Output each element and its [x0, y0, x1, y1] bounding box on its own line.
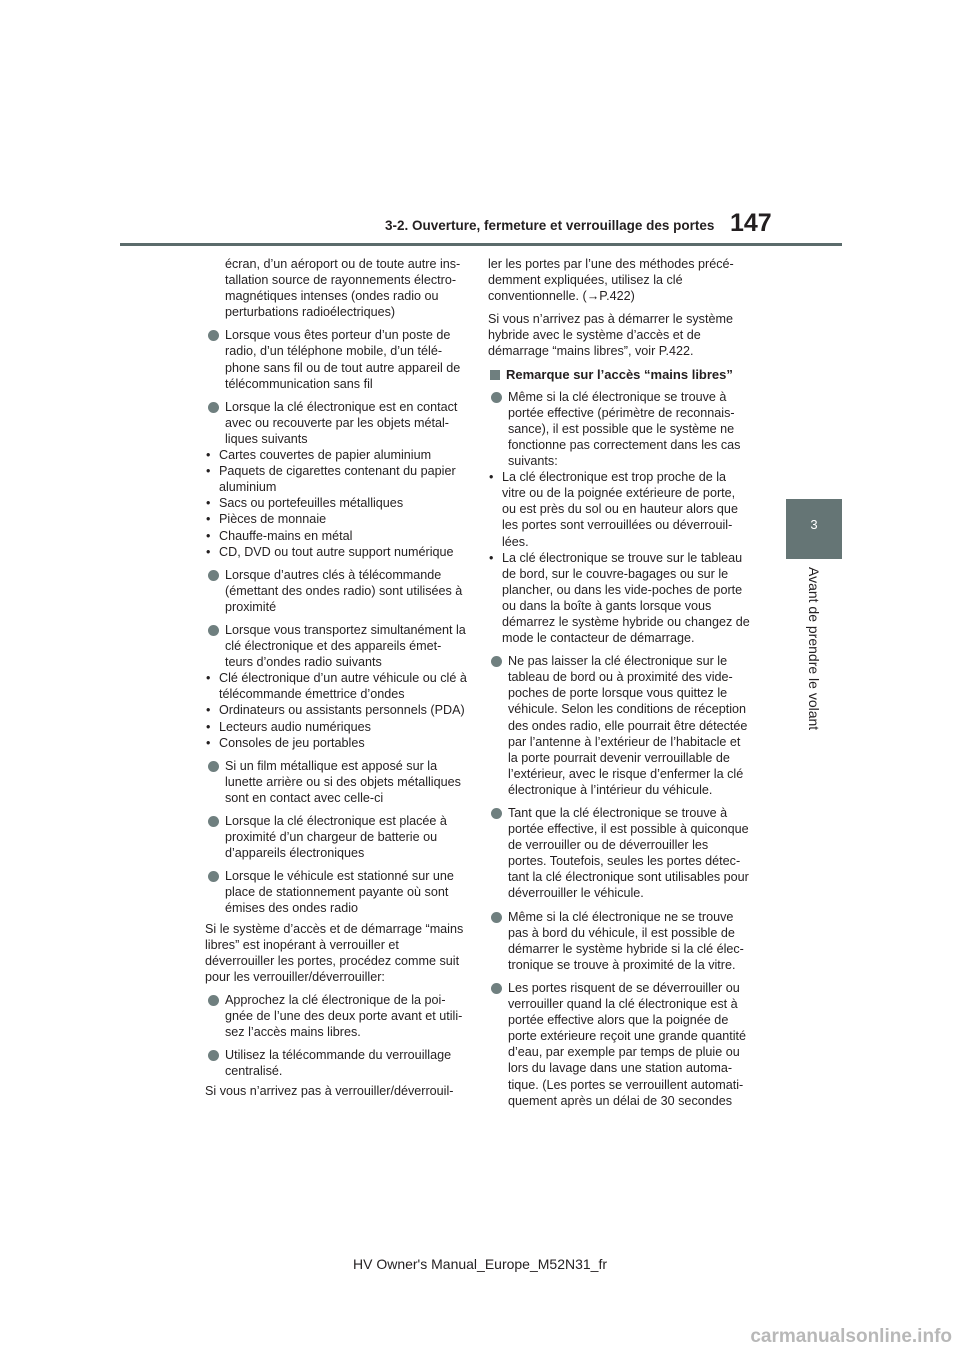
condition-text: Lorsque d’autres clés à télécommande (émettant des ondes radio) sont utilisées à proximité — [225, 567, 463, 614]
sub-list-item: • Sacs ou portefeuilles métalliques — [206, 496, 404, 511]
chapter-tab-number: 3 — [810, 517, 818, 532]
sub-list-item: • Ordinateurs ou assistants personnels (PDA) — [206, 703, 465, 718]
procedure-item — [205, 992, 467, 1040]
sub-list-item: • Pièces de monnaie — [206, 512, 327, 527]
bullet-circle-icon — [491, 912, 502, 923]
left-column — [205, 256, 467, 1107]
sub-list-item: • La clé électronique se trouve sur le tableau de bord, sur le couvre-bagages ou sur le plancher, ou dans les vide-poches de porte ou dans la boîte à gants lorsque vous démarrez le système hybride ou changez de mode le contacteur de démarrage. — [489, 550, 750, 646]
procedure-text: Utilisez la télécommande du verrouillage centralisé. — [225, 1048, 452, 1079]
bullet-circle-icon — [208, 625, 219, 636]
sub-list-item: • Cartes couvertes de papier aluminium — [206, 448, 432, 463]
chapter-tab-label: Avant de prendre le volant — [806, 567, 822, 731]
bullet-circle-icon — [208, 570, 219, 581]
condition-item — [205, 327, 467, 391]
note-text: Ne pas laisser la clé électronique sur le tableau de bord ou à proximité des vide-poches de porte lorsque vous quittez le véhicule. Selon les conditions de réception des ondes radio, elle pourrait être détectée par l’antenne à l’extérieur de l’habitacle et la porte pourrait devenir verrouillable de l’extérieur, avec le risque d’enfermer la clé électronique à l’intérieur du véhicule. — [508, 654, 748, 797]
condition-item — [205, 622, 467, 751]
condition-text: Lorsque la clé électronique est en contact avec ou recouverte par les objets métal-liques suivants — [225, 399, 458, 446]
procedure-text: Approchez la clé électronique de la poi-gnée de l’une des deux porte avant et utili-sez l’accès mains libres. — [225, 992, 463, 1040]
sub-list-item: • Chauffe-mains en métal — [206, 528, 353, 543]
bullet-circle-icon — [491, 392, 502, 403]
condition-item — [205, 813, 467, 861]
note-text: Même si la clé électronique se trouve à portée effective (périmètre de reconnais-sance), il est possible que le système ne fonctionne pas correctement dans les cas suivants: — [508, 389, 741, 469]
condition-text: Lorsque vous transportez simultanément la clé électronique et des appareils émet-teurs d’ondes radio suivants — [225, 622, 466, 670]
note-text: Même si la clé électronique ne se trouve pas à bord du véhicule, il est possible de démarrer le système hybride si la clé élec-tronique se trouve à proximité de la vitre. — [508, 909, 744, 972]
bullet-circle-icon — [208, 330, 219, 341]
condition-item — [205, 868, 467, 916]
note-text: Tant que la clé électronique se trouve à portée effective, il est possible à quiconque de verrouiller ou de déverrouiller les portes. Toutefois, seules les portes détec-tant la clé électronique sont utilisables pour déverrouiller le véhicule. — [508, 806, 749, 901]
note-item — [488, 980, 750, 1109]
note-item — [488, 653, 750, 798]
condition-text: Lorsque le véhicule est stationné sur une place de stationnement payante où sont émises des ondes radio — [225, 869, 454, 916]
condition-item — [205, 567, 467, 615]
sub-list-item: • Lecteurs audio numériques — [206, 719, 371, 734]
body-paragraph: Si le système d’accès et de démarrage “mains libres” est inopérant à verrouiller et déverrouiller les portes, procédez comme suit pour les verrouiller/déverrouiller: — [205, 921, 464, 984]
section-square-icon — [490, 370, 500, 380]
bullet-circle-icon — [208, 816, 219, 827]
sub-list-item: • CD, DVD ou tout autre support numérique — [206, 544, 454, 559]
header-divider — [120, 243, 842, 246]
body-paragraph: Si vous n’arrivez pas à verrouiller/déverrouil- — [205, 1084, 454, 1099]
sub-list-item: • Paquets de cigarettes contenant du papier aluminium — [206, 464, 456, 495]
bullet-circle-icon — [208, 995, 219, 1006]
site-watermark[interactable]: carmanualsonline.info — [750, 1326, 952, 1347]
bullet-circle-icon — [208, 871, 219, 882]
sub-list-item: • Consoles de jeu portables — [206, 735, 365, 750]
right-column — [488, 256, 750, 1116]
bullet-circle-icon — [491, 983, 502, 994]
bullet-circle-icon — [208, 761, 219, 772]
sub-list — [205, 447, 467, 560]
section-heading — [488, 367, 750, 383]
bullet-circle-icon — [208, 402, 219, 413]
note-text: Les portes risquent de se déverrouiller ou verrouiller quand la clé électronique est à portée effective alors que la poignée de porte extérieure reçoit une grande quantité d’eau, par exemple par temps de pluie ou lors du lavage dans une station automa-tique. (Les portes se verrouillent automati-quement après un délai de 30 secondes — [508, 980, 747, 1108]
procedure-item — [205, 1047, 467, 1079]
bullet-circle-icon — [208, 1050, 219, 1061]
bullet-circle-icon — [491, 656, 502, 667]
page-number: 147 — [730, 209, 772, 237]
intro-continued-text: écran, d’un aéroport ou de toute autre ins-tallation source de rayonnements électro-magnétiques intenses (ondes radio ou perturbations radioélectriques) — [225, 257, 461, 320]
condition-item — [205, 399, 467, 560]
section-header-title: 3-2. Ouverture, fermeture et verrouillage des portes — [385, 218, 715, 233]
section-heading-text: Remarque sur l’accès “mains libres” — [506, 366, 733, 382]
bullet-circle-icon — [491, 808, 502, 819]
sub-list-item: • La clé électronique est trop proche de la vitre ou de la poignée extérieure de porte, ou est près du sol ou en hauteur alors que les portes sont verrouillées ou déverrouil-lées. — [489, 470, 738, 549]
condition-text: Si un film métallique est apposé sur la lunette arrière ou si des objets métalliques sont en contact avec celle-ci — [225, 758, 461, 805]
condition-text: Lorsque vous êtes porteur d’un poste de radio, d’un téléphone mobile, d’un télé-phone sans fil ou de tout autre appareil de télécommunication sans fil — [225, 328, 461, 391]
body-paragraph: Si vous n’arrivez pas à démarrer le système hybride avec le système d’accès et de démarrage “mains libres”, voir P.422. — [488, 312, 733, 359]
condition-text: Lorsque la clé électronique est placée à proximité d’un chargeur de batterie ou d’appareils électroniques — [225, 814, 447, 861]
note-item — [488, 389, 750, 647]
note-item — [488, 909, 750, 973]
chapter-tab — [786, 499, 842, 559]
manual-footer: HV Owner's Manual_Europe_M52N31_fr — [352, 1256, 608, 1272]
note-item — [488, 805, 750, 902]
sub-list — [205, 670, 467, 750]
sub-list — [488, 469, 750, 646]
body-paragraph: ler les portes par l’une des méthodes précé-demment expliquées, utilisez la clé conventionnelle. (→P.422) — [488, 257, 734, 304]
condition-item — [205, 758, 467, 806]
sub-list-item: • Clé électronique d’un autre véhicule ou clé à télécommande émettrice d’ondes — [206, 671, 467, 702]
